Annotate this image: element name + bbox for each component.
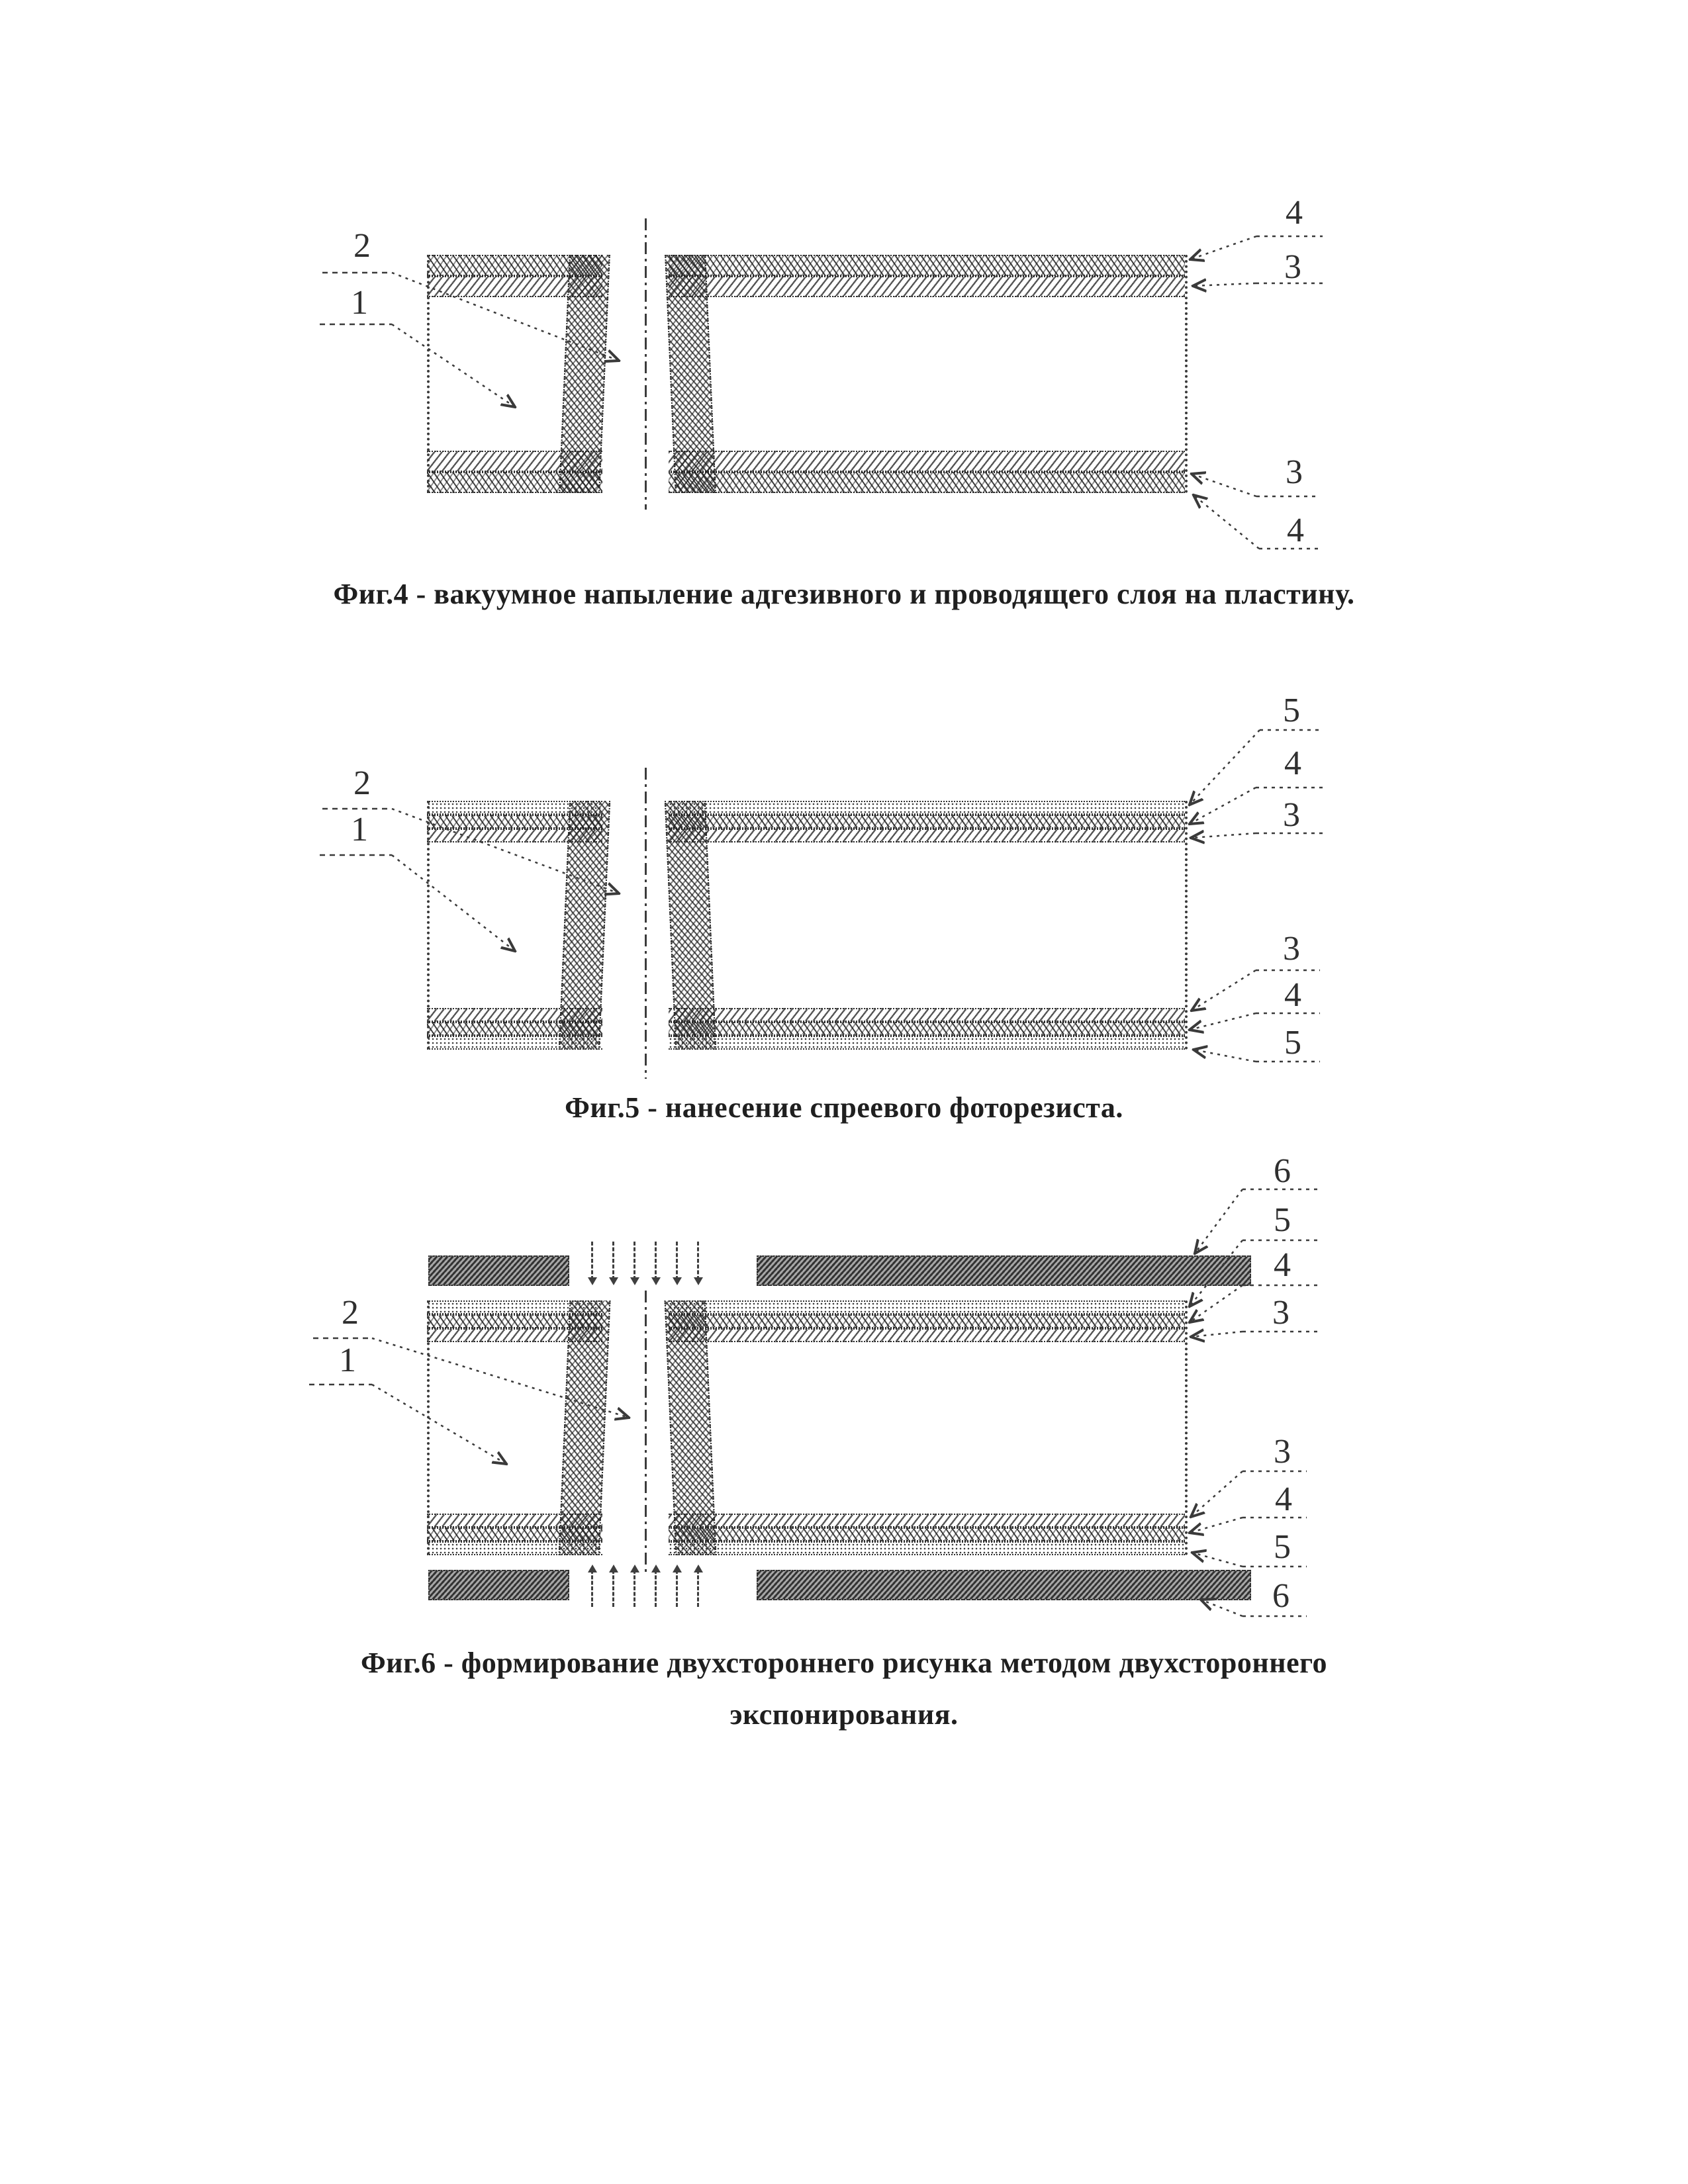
fig5-callout-plate: 1 <box>351 811 368 848</box>
fig5-callout-top-conductive: 4 <box>1284 745 1301 782</box>
fig5-right-piece-top-layer5 <box>669 801 1185 815</box>
fig5-caption: Фиг.5 - нанесение спреевого фоторезиста. <box>565 1091 1123 1124</box>
fig6-exposure-arrow-up <box>612 1570 614 1607</box>
fig5-right-piece-bottom-layer5 <box>669 1036 1185 1050</box>
fig6-top-mask-left <box>428 1255 569 1286</box>
fig4-right-piece-bottom-layer3 <box>669 451 1185 472</box>
fig6-right-piece-top-layer5 <box>669 1300 1185 1314</box>
fig6-right-piece-bottom-layer5 <box>669 1541 1185 1555</box>
fig6-caption-line2: экспонирования. <box>729 1698 959 1731</box>
fig4-callout-bottom-adhesive: 3 <box>1286 453 1303 491</box>
fig4-callout-hole-edge: 2 <box>353 227 371 265</box>
fig5-right-piece-bottom-layer4 <box>669 1022 1185 1036</box>
fig6-exposure-arrow-up <box>591 1570 593 1607</box>
fig6-bottom-mask-left <box>428 1570 569 1600</box>
fig6-exposure-arrow-down <box>612 1242 614 1280</box>
fig6-callout-bottom-conductive: 4 <box>1275 1480 1292 1518</box>
fig5-right-piece-right-edge <box>1185 801 1188 1050</box>
fig4-caption: Фиг.4 - вакуумное напыление адгезивного и проводящего слоя на пластину. <box>333 578 1355 610</box>
fig6-exposure-arrow-up <box>697 1570 699 1607</box>
fig6-callout-bottom-mask: 6 <box>1272 1577 1289 1615</box>
fig6-callout-top-conductive: 4 <box>1274 1246 1291 1284</box>
fig4-right-piece-top-layer4 <box>669 255 1185 276</box>
fig6-exposure-arrow-up <box>676 1570 678 1607</box>
fig5-callout-bottom-conductive: 4 <box>1284 976 1301 1014</box>
fig4-left-piece-left-edge <box>427 255 430 493</box>
fig6-caption-line1: Фиг.6 - формирование двухстороннего рисунка методом двухстороннего <box>360 1647 1327 1679</box>
fig6-exposure-arrow-up <box>655 1570 657 1607</box>
fig6-callout-top-resist: 5 <box>1274 1201 1291 1239</box>
fig6-right-piece-bottom-layer3 <box>669 1514 1185 1527</box>
fig6-bottom-mask-right <box>757 1570 1251 1600</box>
fig6-exposure-arrow-down <box>697 1242 699 1280</box>
fig6-exposure-arrow-down <box>655 1242 657 1280</box>
fig6-callout-top-mask: 6 <box>1274 1152 1291 1190</box>
fig5-left-piece-left-edge <box>427 801 430 1050</box>
fig5-callout-top-adhesive: 3 <box>1283 796 1300 834</box>
fig5-callout-bottom-resist: 5 <box>1284 1024 1301 1062</box>
fig6-exposure-arrow-down <box>591 1242 593 1280</box>
fig6-break-line <box>645 1291 647 1574</box>
fig6-right-piece-right-edge <box>1185 1300 1188 1555</box>
fig6-left-piece-left-edge <box>427 1300 430 1555</box>
fig5-right-piece-top-layer3 <box>669 829 1185 842</box>
fig6-right-piece-top-layer3 <box>669 1328 1185 1342</box>
fig5-right-piece-bottom-layer3 <box>669 1008 1185 1022</box>
fig4-callout-bottom-conductive: 4 <box>1287 512 1304 549</box>
fig5-callout-bottom-adhesive: 3 <box>1283 930 1300 968</box>
fig4-break-line <box>645 218 647 510</box>
fig6-callout-bottom-resist: 5 <box>1274 1528 1291 1566</box>
fig6-exposure-arrow-up <box>633 1570 635 1607</box>
fig4-right-piece-top-layer3 <box>669 276 1185 297</box>
fig6-callout-hole-edge: 2 <box>342 1294 359 1332</box>
fig6-exposure-arrow-down <box>676 1242 678 1280</box>
fig6-exposure-arrow-down <box>633 1242 635 1280</box>
fig6-right-piece-top-layer4 <box>669 1314 1185 1328</box>
fig6-right-piece-bottom-layer4 <box>669 1527 1185 1541</box>
fig5-right-piece-top-layer4 <box>669 815 1185 829</box>
fig6-callout-top-adhesive: 3 <box>1272 1294 1289 1332</box>
fig5-callout-top-resist: 5 <box>1283 692 1300 729</box>
fig4-callout-top-adhesive: 3 <box>1284 248 1301 286</box>
fig4-callout-plate: 1 <box>351 284 368 322</box>
fig5-callout-hole-edge: 2 <box>353 764 371 802</box>
fig6-callout-plate: 1 <box>339 1342 356 1379</box>
fig5-break-line <box>645 768 647 1079</box>
fig6-callout-bottom-adhesive: 3 <box>1274 1433 1291 1471</box>
fig4-callout-top-conductive: 4 <box>1286 194 1303 232</box>
fig4-right-piece-bottom-layer4 <box>669 472 1185 493</box>
fig6-top-mask-right <box>757 1255 1251 1286</box>
fig4-right-piece-right-edge <box>1185 255 1188 493</box>
